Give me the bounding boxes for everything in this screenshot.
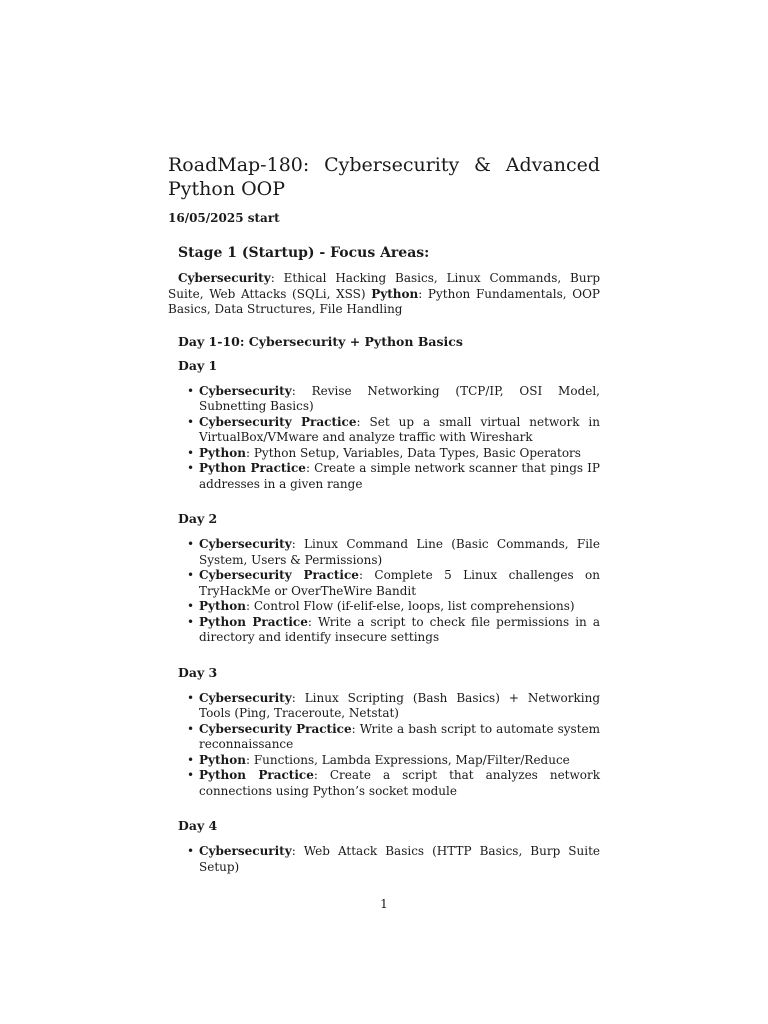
task-item (187, 599, 600, 615)
bullet-icon: • (187, 414, 195, 429)
day-heading: Day 1 (178, 357, 218, 373)
bullet-icon: • (187, 614, 195, 629)
task-text: : Create a script that analyzes network connections using Python’s socket module (199, 768, 600, 798)
task-text: : Create a simple network scanner that pings IP addresses in a given range (199, 461, 600, 491)
day-heading: Day 4 (178, 818, 218, 833)
task-item (187, 383, 600, 415)
day-task-list (168, 844, 600, 875)
task-item (187, 768, 600, 799)
task-text: : Linux Command Line (Basic Commands, File System, Users & Permissions) (199, 537, 600, 567)
task-text: : Control Flow (if-elif-else, loops, list comprehensions) (246, 599, 575, 613)
bullet-icon: • (187, 690, 195, 705)
task-label: Cybersecurity (199, 537, 292, 551)
task-label: Python (199, 752, 246, 767)
days-list (168, 358, 600, 876)
task-text: : Revise Networking (TCP/IP, OSI Model, Subnetting Basics) (199, 383, 600, 413)
task-text: : Linux Scripting (Bash Basics) + Networking Tools (Ping, Traceroute, Netstat) (199, 690, 600, 720)
task-text: : Set up a small virtual network in VirtualBox/VMware and analyze traffic with Wireshark (199, 414, 600, 444)
day-task-list (168, 537, 600, 646)
bullet-icon: • (187, 844, 195, 858)
day-heading: Day 2 (178, 511, 218, 526)
task-item (187, 614, 600, 646)
task-item (187, 461, 600, 492)
task-label: Cybersecurity (199, 383, 292, 398)
task-text: : Functions, Lambda Expressions, Map/Filter/Reduce (246, 752, 570, 767)
task-text: : Write a script to check file permissions in a directory and identify insecure settings (199, 614, 600, 644)
task-label: Python Practice (199, 768, 314, 782)
task-text: : Complete 5 Linux challenges on TryHackMe or OverTheWire Bandit (199, 568, 600, 598)
task-label: Python Practice (199, 461, 306, 475)
focus-cyber-text: : Ethical Hacking Basics, Linux Commands, Burp Suite, Web Attacks (SQLi, XSS) (168, 271, 600, 301)
bullet-icon: • (187, 752, 195, 767)
start-date: 16/05/2025 start (168, 211, 280, 225)
page-number: 1 (380, 897, 388, 911)
task-label: Cybersecurity Practice (199, 721, 352, 736)
day-heading: Day 3 (178, 664, 218, 680)
document-title-line1: RoadMap-180: Cybersecurity & Advanced (168, 154, 600, 176)
task-item (187, 537, 600, 568)
bullet-icon: • (187, 568, 195, 582)
focus-python-text: : Python Fundamentals, OOP Basics, Data Structures, File Handling (168, 286, 600, 316)
bullet-icon: • (187, 383, 195, 398)
task-text: : Python Setup, Variables, Data Types, Basic Operators (246, 445, 581, 460)
task-text: : Web Attack Basics (HTTP Basics, Burp Suite Setup) (199, 844, 600, 874)
task-label: Python (199, 599, 246, 613)
task-text: : Write a bash script to automate system reconnaissance (199, 721, 601, 751)
focus-python-label: Python (371, 286, 419, 301)
stage-heading: Stage 1 (Startup) - Focus Areas: (178, 245, 430, 261)
bullet-icon: • (187, 599, 195, 613)
task-item (187, 752, 600, 769)
task-item (187, 414, 600, 446)
task-item (187, 690, 600, 722)
task-label: Python Practice (199, 614, 308, 629)
bullet-icon: • (187, 721, 195, 736)
task-item (187, 844, 600, 875)
task-label: Cybersecurity Practice (199, 414, 357, 429)
focus-cyber-label: Cybersecurity (178, 271, 271, 285)
bullet-icon: • (187, 461, 195, 475)
focus-areas-paragraph (168, 271, 600, 318)
bullet-icon: • (187, 768, 195, 782)
section-heading: Day 1-10: Cybersecurity + Python Basics (178, 333, 463, 349)
bullet-icon: • (187, 537, 195, 551)
day-task-list (168, 691, 600, 800)
task-label: Python (199, 445, 246, 460)
task-label: Cybersecurity (199, 844, 292, 858)
task-item (187, 445, 600, 462)
task-label: Cybersecurity (199, 690, 292, 705)
day-task-list (168, 384, 600, 493)
page-content (168, 153, 600, 894)
task-item (187, 721, 601, 753)
bullet-icon: • (187, 445, 195, 460)
task-item (187, 568, 600, 599)
document-title-line2: Python OOP (168, 178, 286, 200)
task-label: Cybersecurity Practice (199, 568, 359, 582)
